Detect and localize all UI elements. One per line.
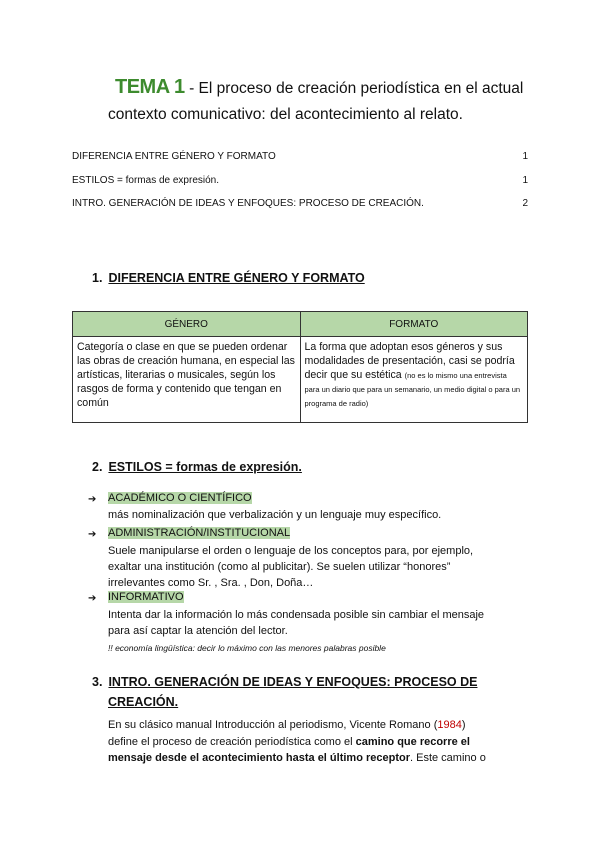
document-title xyxy=(115,76,523,99)
section-3-heading xyxy=(92,675,477,689)
formato-main-text: La forma que adoptan esos géneros y sus modalidades de presentación, casi se podría decir que su estética xyxy=(304,341,515,381)
year-link[interactable]: 1984 xyxy=(437,719,462,731)
toc-label: INTRO. GENERACIÓN DE IDEAS Y ENFOQUES: PROCESO DE CREACIÓN. xyxy=(72,198,424,209)
section-number: 1. xyxy=(92,271,103,285)
text-run: En su clásico manual Introducción al periodismo, Vicente Romano ( xyxy=(108,719,438,731)
toc-page: 1 xyxy=(522,175,528,186)
table-header-formato: FORMATO xyxy=(300,312,528,337)
toc-entry[interactable] xyxy=(72,198,528,209)
bold-text-run: camino que recorre el xyxy=(355,736,470,748)
section-number: 3. xyxy=(92,675,103,689)
toc-entry[interactable] xyxy=(72,175,528,186)
table-cell-formato xyxy=(300,337,528,423)
text-run: . Este camino o xyxy=(410,752,486,764)
style-text: irrelevantes como Sr. , Sra. , Don, Doña… xyxy=(108,577,314,589)
text-run: define el proceso de creación periodística como el xyxy=(108,736,356,748)
body-paragraph-line xyxy=(108,750,486,766)
title-line-1: - El proceso de creación periodística en el actual xyxy=(189,80,524,97)
toc-page: 2 xyxy=(522,198,528,209)
arrow-bullet-icon: ➔ xyxy=(88,529,97,540)
table-header-genero: GÉNERO xyxy=(73,312,301,337)
genre-format-table xyxy=(72,311,528,423)
section-number: 2. xyxy=(92,460,103,474)
style-note: !! economía lingüística: decir lo máximo con las menores palabras posible xyxy=(108,643,386,653)
text-run: ) xyxy=(461,719,466,731)
arrow-bullet-icon: ➔ xyxy=(88,593,97,604)
title-line-2: contexto comunicativo: del acontecimiento al relato. xyxy=(108,106,463,123)
style-text: Intenta dar la información lo más condensada posible sin cambiar el mensaje xyxy=(108,609,485,621)
toc-label: ESTILOS = formas de expresión. xyxy=(72,175,220,186)
style-label-administracion: ADMINISTRACIÓN/INSTITUCIONAL xyxy=(108,527,291,539)
section-1-heading xyxy=(92,271,365,285)
toc-page: 1 xyxy=(522,151,528,162)
table-cell-genero: Categoría o clase en que se pueden ordenar las obras de creación humana, en especial las artísticas, literarias o musicales, según los rasgos de forma y contenido que tengan en común xyxy=(73,337,301,423)
body-paragraph-line xyxy=(108,734,470,750)
section-title: INTRO. GENERACIÓN DE IDEAS Y ENFOQUES: PROCESO DE xyxy=(108,675,478,689)
style-label-academico: ACADÉMICO O CIENTÍFICO xyxy=(108,492,252,504)
toc-label: DIFERENCIA ENTRE GÉNERO Y FORMATO xyxy=(72,151,276,162)
body-paragraph-line xyxy=(108,717,466,733)
toc-entry[interactable] xyxy=(72,151,528,162)
style-text: Suele manipularse el orden o lenguaje de los conceptos para, por ejemplo, xyxy=(108,545,474,557)
style-text: exaltar una institución (como al publicitar). Se suelen utilizar “honores” xyxy=(108,561,451,573)
tema-label: TEMA 1 xyxy=(115,76,185,98)
section-2-heading xyxy=(92,460,302,474)
section-title-cont: CREACIÓN. xyxy=(108,695,179,709)
arrow-bullet-icon: ➔ xyxy=(88,494,97,505)
formato-note: (no es lo mismo una entrevista para un diario que para un semanario, un medio digital o para un programa de radio) xyxy=(304,371,521,408)
bold-text-run: mensaje desde el acontecimiento hasta el último receptor xyxy=(108,752,410,764)
style-text: para así captar la atención del lector. xyxy=(108,625,288,637)
style-label-informativo: INFORMATIVO xyxy=(108,591,184,603)
section-title: ESTILOS = formas de expresión. xyxy=(108,460,302,474)
section-title: DIFERENCIA ENTRE GÉNERO Y FORMATO xyxy=(108,271,365,285)
style-text: más nominalización que verbalización y un lenguaje muy específico. xyxy=(108,509,442,521)
